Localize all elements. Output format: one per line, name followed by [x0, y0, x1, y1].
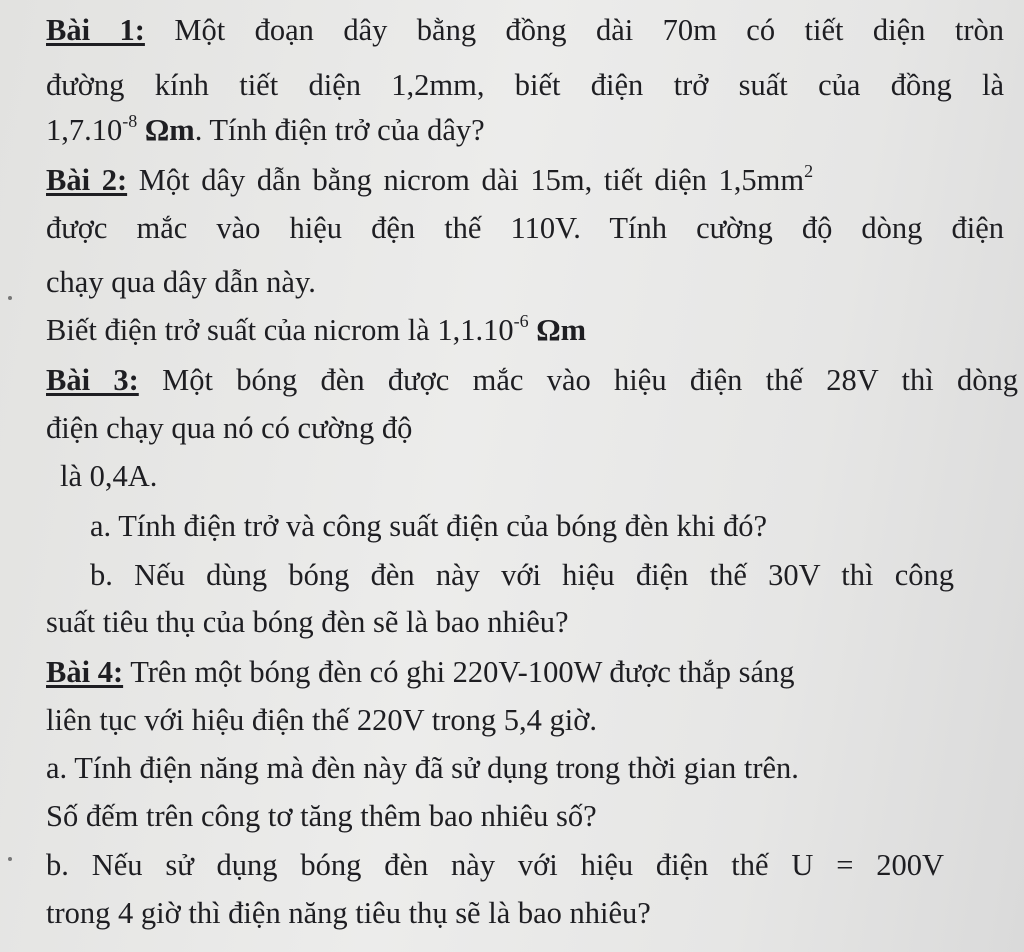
problem-1-line-1 [46, 12, 1004, 48]
problem-3-line-6 [46, 604, 1004, 640]
problem-3-text: suất tiêu thụ của bóng đèn sẽ là bao nhiêu? [46, 605, 569, 639]
problem-3-line-2 [46, 410, 1004, 446]
problem-3-part-b-text: b. Nếu dùng bóng đèn này với hiệu điện thế 30V thì công [90, 558, 954, 592]
problem-2-line-4 [46, 312, 1004, 348]
exponent: -8 [122, 111, 138, 131]
ohm-meter-unit: Ωm [536, 313, 587, 347]
problem-4-text: liên tục với hiệu điện thế 220V trong 5,4 giờ. [46, 703, 597, 737]
problem-4-line-1 [46, 654, 1004, 690]
problem-1-label: Bài 1: [46, 13, 145, 47]
problem-2-text: chạy qua dây dẫn này. [46, 265, 316, 299]
exponent: -6 [513, 311, 529, 331]
problem-2-line-3 [46, 264, 1004, 300]
problem-1-line-3 [46, 112, 1004, 148]
problem-4-part-a [46, 750, 1004, 786]
problem-3-part-a-text: a. Tính điện trở và công suất điện của bóng đèn khi đó? [90, 509, 768, 543]
paper-speck [8, 296, 12, 300]
problem-2-line-1 [46, 162, 1004, 198]
problem-4-line-2 [46, 702, 1004, 738]
problem-2-line-2 [46, 210, 1004, 246]
problem-4-line-4 [46, 798, 1004, 834]
problem-1-question: . Tính điện trở của dây? [194, 113, 485, 147]
problem-4-label: Bài 4: [46, 655, 124, 689]
resistivity-value: 1,7.10 [46, 113, 123, 147]
problem-4-text: trong 4 giờ thì điện năng tiêu thụ sẽ là bao nhiêu? [46, 896, 651, 930]
problem-3-text: Một bóng đèn được mắc vào hiệu điện thế 28V thì dòng [162, 363, 1019, 397]
problem-2-text: được mắc vào hiệu đện thế 110V. Tính cường độ dòng điện [46, 211, 1004, 245]
problem-1-text: Một đoạn dây bằng đồng dài 70m có tiết diện tròn [174, 13, 1004, 47]
problem-3-text: là 0,4A. [60, 459, 158, 493]
problem-4-part-b-text: b. Nếu sử dụng bóng đèn này với hiệu điện thế U = 200V [46, 848, 944, 882]
problem-3-line-3 [60, 458, 1004, 494]
problem-4-part-a-text: a. Tính điện năng mà đèn này đã sử dụng trong thời gian trên. [46, 751, 799, 785]
exponent: 2 [804, 161, 814, 181]
problem-3-text: điện chạy qua nó có cường độ [46, 411, 413, 445]
problem-2-label: Bài 2: [46, 163, 128, 197]
paper-speck [8, 857, 12, 861]
problem-3-line-1 [46, 362, 1018, 398]
problem-1-text: đường kính tiết diện 1,2mm, biết điện trở suất của đồng là [46, 68, 1004, 102]
problem-2-text: Một dây dẫn bằng nicrom dài 15m, tiết diện 1,5mm [138, 163, 805, 197]
problem-3-part-a [90, 508, 1004, 544]
nicrom-resistivity: Biết điện trở suất của nicrom là 1,1.10 [46, 313, 514, 347]
problem-3-part-b [90, 557, 954, 593]
problem-4-text: Trên một bóng đèn có ghi 220V-100W được thắp sáng [130, 655, 795, 689]
problem-4-line-6 [46, 895, 1004, 931]
ohm-meter-unit: Ωm [144, 113, 195, 147]
problem-4-text: Số đếm trên công tơ tăng thêm bao nhiêu số? [46, 799, 597, 833]
problem-3-label: Bài 3: [46, 363, 139, 397]
problem-1-line-2 [46, 67, 1004, 103]
problem-4-part-b [46, 847, 944, 883]
